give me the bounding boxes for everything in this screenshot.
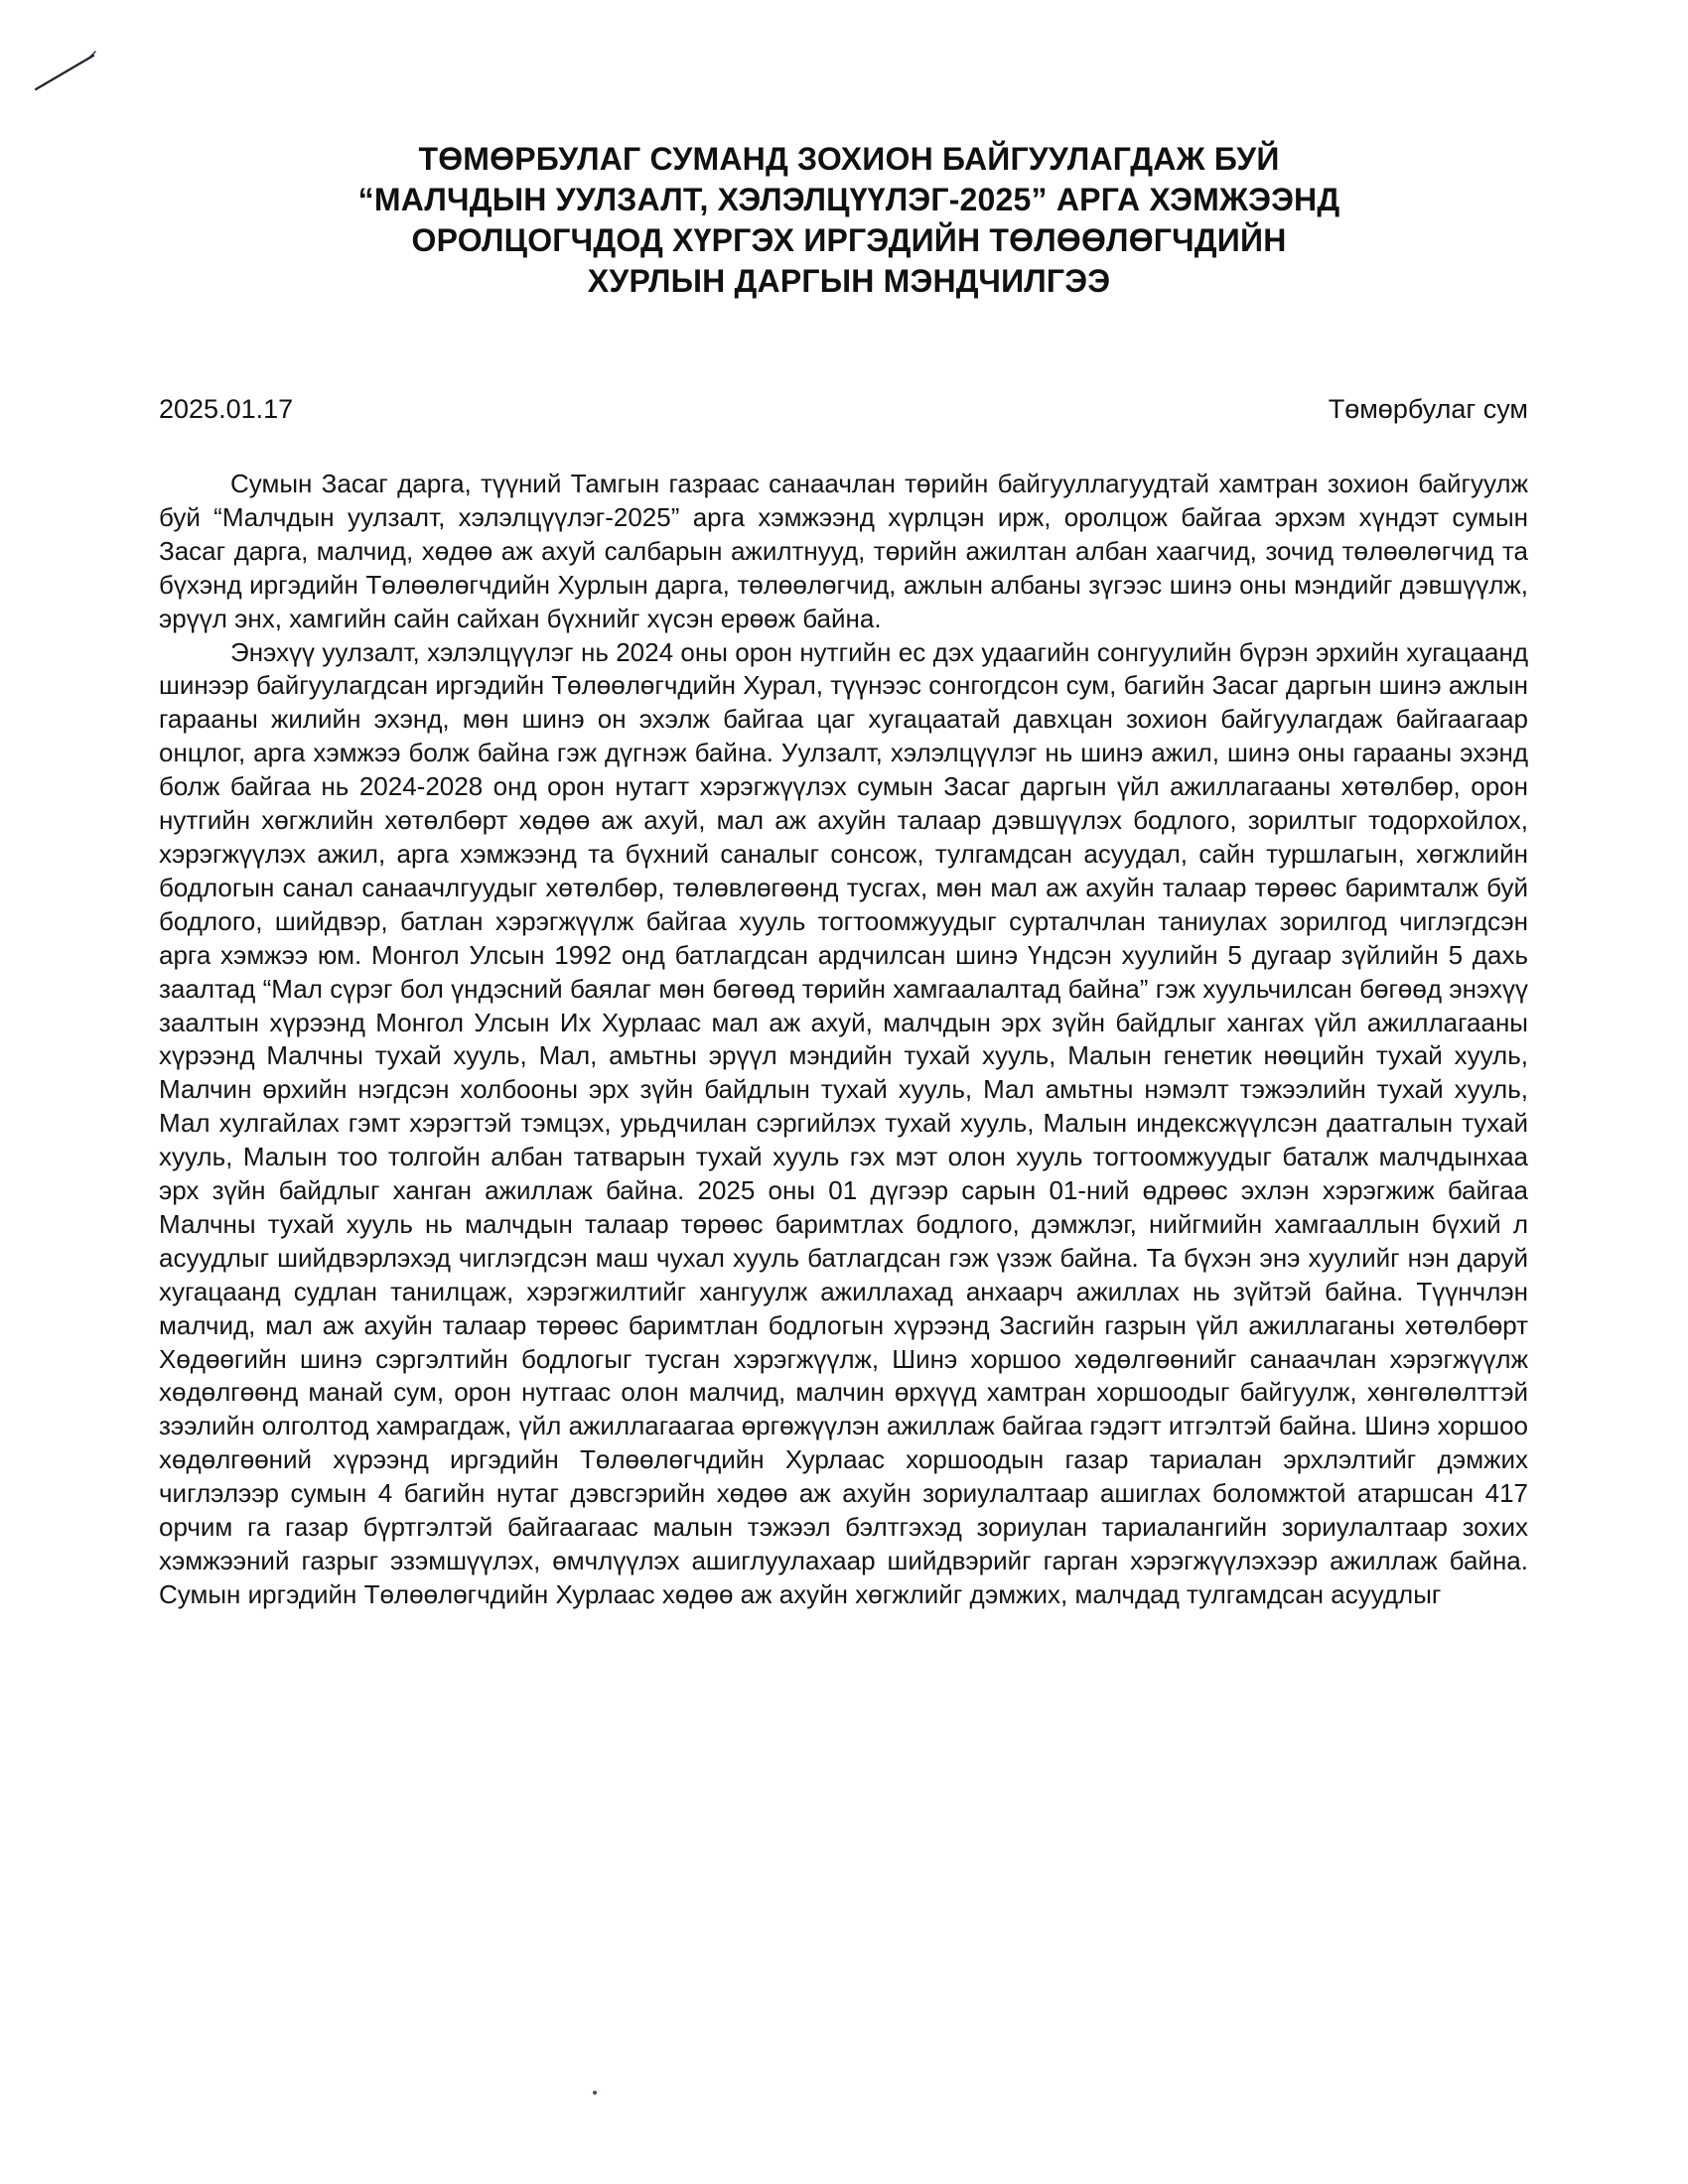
title-line-2: “МАЛЧДЫН УУЛЗАЛТ, ХЭЛЭЛЦҮҮЛЭГ-2025” АРГА ХЭМЖЭЭНД: [357, 182, 1340, 217]
paragraph-2: Энэхүү уулзалт, хэлэлцүүлэг нь 2024 оны орон нутгийн ес дэх удаагийн сонгуулийн бүрэн эрхийн хугацаанд шинээр байгуулагдсан иргэдийн Төлөөлөгчдийн Хурал, түүнээс сонгогдсон сум, багийн Засаг даргын шинэ ажлын гарааны жилийн эхэнд, мөн шинэ он эхэлж байгаа цаг хугацаатай давхцан зохион байгуулагдаж байгаагаар онцлог, арга хэмжээ болж байна гэж дүгнэж байна. Уулзалт, хэлэлцүүлэг нь шинэ ажил, шинэ оны гарааны эхэнд болж байгаа нь 2024-2028 онд орон нутагт хэрэгжүүлэх сумын Засаг даргын үйл ажиллагааны хөтөлбөр, орон нутгийн хөгжлийн хөтөлбөрт хөдөө аж ахуй, мал аж ахуйн талаар дэвшүүлэх бодлого, зорилтыг тодорхойлох, хэрэгжүүлэх ажил, арга хэмжээнд та бүхний саналыг сонсож, тулгамдсан асуудал, сайн туршлагын, хөгжлийн бодлогын санал санаачлгуудыг хөтөлбөр, төлөвлөгөөнд тусгах, мөн мал аж ахуйн талаар төрөөс баримталж буй бодлого, шийдвэр, батлан хэрэгжүүлж байгаа хууль тогтоомжуудыг сурталчлан таниулах зорилгод чиглэгдсэн арга хэмжээ юм. Монгол Улсын 1992 онд батлагдсан ардчилсан шинэ Үндсэн хуулийн 5 дугаар зүйлийн 5 дахь заалтад “Мал сүрэг бол үндэсний баялаг мөн бөгөөд төрийн хамгаалалтад байна” гэж хуульчилсан бөгөөд энэхүү заалтын хүрээнд Монгол Улсын Их Хурлаас мал аж ахуй, малчдын эрх зүйн байдлыг хангах үйл ажиллагааны хүрээнд Малчны тухай хууль, Мал, амьтны эрүүл мэндийн тухай хууль, Малын генетик нөөцийн тухай хууль, Малчин өрхийн нэгдсэн холбооны эрх зүйн байдлын тухай хууль, Мал амьтны нэмэлт тэжээлийн тухай хууль, Мал хулгайлах гэмт хэрэгтэй тэмцэх, урьдчилан сэргийлэх тухай хууль, Малын индексжүүлсэн даатгалын тухай хууль, Малын тоо толгойн албан татварын тухай хууль гэх мэт олон хууль тогтоомжуудыг баталж малчдынхаа эрх зүйн байдлыг ханган ажиллаж байна. 2025 оны 01 дүгээр сарын 01-ний өдрөөс эхлэн хэрэгжиж байгаа Малчны тухай хууль нь малчдын талаар төрөөс баримтлах бодлого, дэмжлэг, нийгмийн хамгааллын бүхий л асуудлыг шийдвэрлэхэд чиглэгдсэн маш чухал хууль батлагдсан гэж үзэж байна. Та бүхэн энэ хуулийг нэн даруй хугацаанд судлан танилцаж, хэрэгжилтийг хангуулж ажиллахад анхаарч ажиллах нь зүйтэй байна. Түүнчлэн малчид, мал аж ахуйн талаар төрөөс баримтлан бодлогын хүрээнд Засгийн газрын үйл ажиллаганы хөтөлбөрт Хөдөөгийн шинэ сэргэлтийн бодлогыг тусган хэрэгжүүлж, Шинэ хоршоо хөдөлгөөнийг санаачлан хэрэгжүүлж хөдөлгөөнд манай сум, орон нутгаас олон малчид, малчин өрхүүд хамтран хоршоодыг байгуулж, хөнгөлөлттэй зээлийн олголтод хамрагдаж, үйл ажиллагаагаа өргөжүүлэн ажиллаж байгаа гэдэгт итгэлтэй байна. Шинэ хоршоо хөдөлгөөний хүрээнд иргэдийн Төлөөлөгчдийн Хурлаас хоршоодын газар тариалан эрхлэлтийг дэмжих чиглэлээр сумын 4 багийн нутаг дэвсгэрийн хөдөө аж ахуйн зориулалтаар ашиглах боломжтой атаршсан 417 орчим га газар бүртгэлтэй байгаагаас малын тэжээл бэлтгэхэд зориулан тариалангийн зориулалтаар зохих хэмжээний газрыг эзэмшүүлэх, өмчлүүлэх ашиглуулахаар шийдвэрийг гарган хэрэгжүүлэхээр ажиллаж байна. Сумын иргэдийн Төлөөлөгчдийн Хурлаас хөдөө аж ахуйн хөгжлийг дэмжих, малчдад тулгамдсан асуудлыг: [159, 636, 1528, 1609]
title-line-1: ТӨМӨРБУЛАГ СУМАНД ЗОХИОН БАЙГУУЛАГДАЖ БУЙ: [418, 141, 1280, 177]
date-place-row: [159, 391, 1528, 427]
title-line-4: ХУРЛЫН ДАРГЫН МЭНДЧИЛГЭЭ: [587, 263, 1111, 299]
title-line-3: ОРОЛЦОГЧДОД ХҮРГЭХ ИРГЭДИЙН ТӨЛӨӨЛӨГЧДИЙН: [411, 222, 1287, 258]
document-body: [159, 468, 1528, 1612]
document-date: 2025.01.17: [159, 394, 294, 424]
document-title: [159, 139, 1539, 302]
pen-stroke-mark: [30, 40, 109, 99]
scan-speck: [593, 2091, 597, 2095]
document-place: Төмөрбулаг сум: [1328, 394, 1528, 424]
paragraph-1: Сумын Засаг дарга, түүний Тамгын газраас санаачлан төрийн байгууллагуудтай хамтран зохион байгуулж буй “Малчдын уулзалт, хэлэлцүүлэг-2025” арга хэмжээнд хүрлцэн ирж, оролцож байгаа эрхэм хүндэт сумын Засаг дарга, малчид, хөдөө аж ахуй салбарын ажилтнууд, төрийн ажилтан албан хаагчид, зочид төлөөлөгчид та бүхэнд иргэдийн Төлөөлөгчдийн Хурлын дарга, төлөөлөгчид, ажлын албаны зүгээс шинэ оны мэндийг дэвшүүлж, эрүүл энх, хамгийн сайн сайхан бүхнийг хүсэн ерөөж байна.: [159, 469, 1528, 633]
